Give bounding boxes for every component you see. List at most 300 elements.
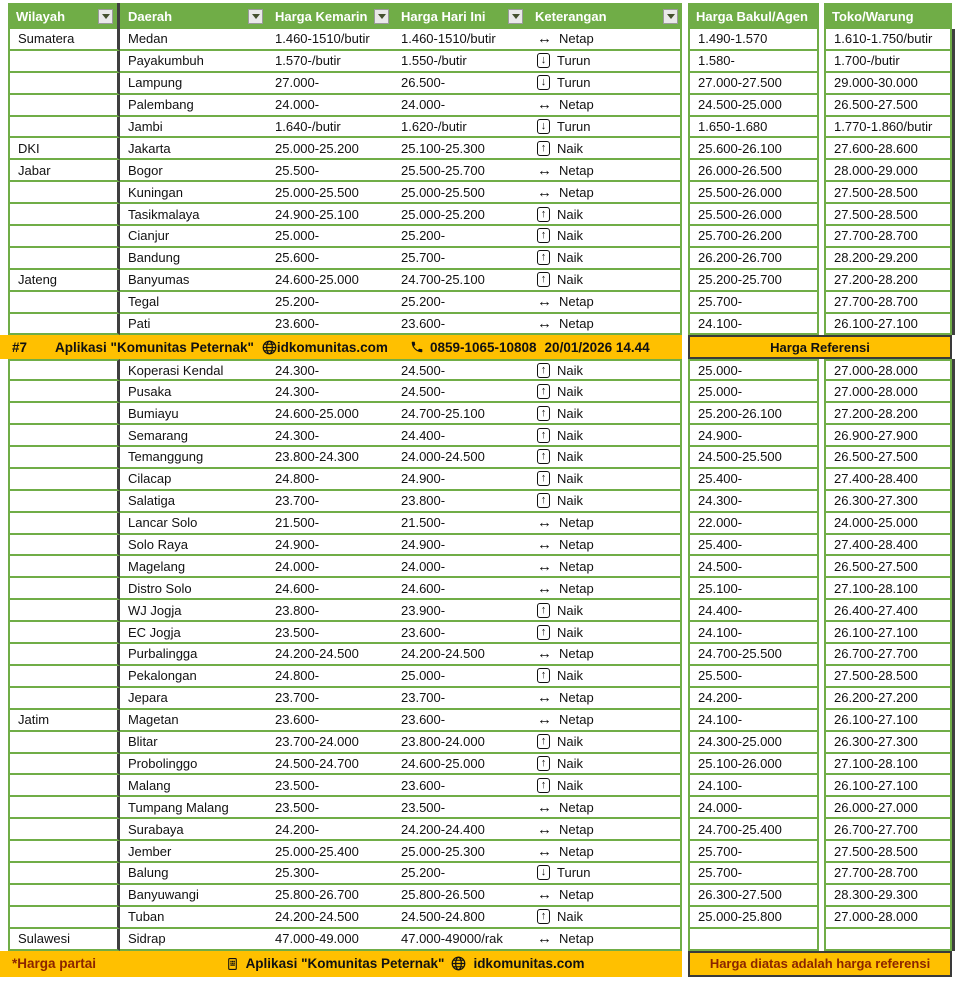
harga-bakul-agen-cell[interactable] [688,292,819,314]
toko-warung-cell[interactable] [824,381,952,403]
harga-kemarin-cell[interactable] [267,841,393,863]
keterangan-cell[interactable] [527,841,682,863]
daerah-cell[interactable] [120,425,267,447]
toko-warung-cell[interactable] [824,314,952,336]
daerah-cell[interactable] [120,469,267,491]
harga-kemarin-cell[interactable] [267,425,393,447]
harga-hari-ini-cell[interactable] [393,513,527,535]
harga-bakul-agen-cell[interactable] [688,535,819,557]
toko-warung-cell[interactable] [824,73,952,95]
keterangan-cell[interactable] [527,666,682,688]
filter-button[interactable] [374,9,389,24]
harga-bakul-agen-cell[interactable] [688,403,819,425]
wilayah-cell[interactable] [8,381,120,403]
harga-hari-ini-cell[interactable] [393,292,527,314]
keterangan-cell[interactable] [527,513,682,535]
harga-bakul-agen-cell[interactable] [688,226,819,248]
harga-bakul-agen-cell[interactable] [688,754,819,776]
daerah-cell[interactable] [120,863,267,885]
harga-kemarin-cell[interactable] [267,775,393,797]
harga-kemarin-cell[interactable] [267,688,393,710]
daerah-cell[interactable] [120,600,267,622]
keterangan-cell[interactable] [527,688,682,710]
harga-kemarin-cell[interactable] [267,447,393,469]
daerah-cell[interactable] [120,732,267,754]
keterangan-cell[interactable] [527,73,682,95]
wilayah-cell[interactable] [8,907,120,929]
daerah-cell[interactable] [120,819,267,841]
harga-bakul-agen-cell[interactable] [688,491,819,513]
wilayah-cell[interactable] [8,600,120,622]
harga-kemarin-cell[interactable] [267,182,393,204]
toko-warung-cell[interactable] [824,578,952,600]
harga-hari-ini-cell[interactable] [393,447,527,469]
daerah-cell[interactable] [120,885,267,907]
daerah-cell[interactable] [120,29,267,51]
keterangan-cell[interactable] [527,425,682,447]
harga-hari-ini-cell[interactable] [393,491,527,513]
toko-warung-cell[interactable] [824,160,952,182]
harga-bakul-agen-cell[interactable] [688,204,819,226]
harga-bakul-agen-cell[interactable] [688,556,819,578]
harga-kemarin-cell[interactable] [267,556,393,578]
harga-bakul-agen-cell[interactable] [688,73,819,95]
wilayah-cell[interactable] [8,819,120,841]
harga-hari-ini-cell[interactable] [393,117,527,139]
daerah-cell[interactable] [120,403,267,425]
harga-bakul-agen-cell[interactable] [688,688,819,710]
wilayah-cell[interactable] [8,447,120,469]
toko-warung-cell[interactable] [824,403,952,425]
harga-hari-ini-cell[interactable] [393,775,527,797]
harga-kemarin-cell[interactable] [267,797,393,819]
arrow-up-icon: ↑ [537,207,550,222]
daerah-cell[interactable] [120,182,267,204]
harga-kemarin-cell[interactable] [267,403,393,425]
toko-warung-cell[interactable] [824,622,952,644]
daerah-cell[interactable] [120,775,267,797]
arrow-up-icon: ↑ [537,250,550,265]
harga-kemarin-cell[interactable] [267,754,393,776]
wilayah-cell[interactable] [8,535,120,557]
keterangan-cell[interactable] [527,182,682,204]
keterangan-cell[interactable] [527,29,682,51]
daerah-cell[interactable] [120,754,267,776]
wilayah-cell[interactable] [8,556,120,578]
wilayah-cell[interactable] [8,204,120,226]
toko-warung-cell[interactable] [824,226,952,248]
keterangan-cell[interactable] [527,292,682,314]
harga-hari-ini-cell[interactable] [393,556,527,578]
harga-bakul-agen-cell[interactable] [688,425,819,447]
daerah-cell[interactable] [120,292,267,314]
harga-kemarin-cell[interactable] [267,513,393,535]
table-rows-bottom [8,359,955,950]
keterangan-cell[interactable] [527,138,682,160]
daerah-cell[interactable] [120,513,267,535]
harga-bakul-agen-cell[interactable] [688,732,819,754]
harga-hari-ini-cell[interactable] [393,688,527,710]
harga-bakul-agen-cell[interactable] [688,819,819,841]
toko-warung-cell[interactable] [824,138,952,160]
harga-hari-ini-cell[interactable] [393,381,527,403]
wilayah-cell[interactable] [8,314,120,336]
harga-kemarin-cell[interactable] [267,51,393,73]
harga-kemarin-cell[interactable] [267,666,393,688]
harga-hari-ini-cell[interactable] [393,469,527,491]
wilayah-cell[interactable] [8,51,120,73]
keterangan-cell[interactable] [527,314,682,336]
filter-button[interactable] [248,9,263,24]
toko-warung-cell[interactable] [824,907,952,929]
daerah-cell[interactable] [120,117,267,139]
daerah-cell[interactable] [120,138,267,160]
toko-warung-cell[interactable] [824,469,952,491]
harga-bakul-agen-cell[interactable] [688,51,819,73]
daerah-cell[interactable] [120,688,267,710]
harga-hari-ini-cell[interactable] [393,666,527,688]
harga-hari-ini-cell[interactable] [393,359,527,381]
harga-bakul-agen-cell[interactable] [688,841,819,863]
toko-warung-cell[interactable] [824,248,952,270]
harga-bakul-agen-cell[interactable] [688,797,819,819]
harga-bakul-agen-cell[interactable] [688,622,819,644]
keterangan-cell[interactable] [527,51,682,73]
harga-hari-ini-cell[interactable] [393,841,527,863]
harga-bakul-agen-cell[interactable] [688,578,819,600]
toko-warung-cell[interactable] [824,491,952,513]
toko-warung-cell[interactable] [824,929,952,951]
daerah-cell[interactable] [120,226,267,248]
harga-hari-ini-cell[interactable] [393,754,527,776]
harga-bakul-agen-cell[interactable] [688,666,819,688]
wilayah-cell[interactable] [8,513,120,535]
harga-hari-ini-cell[interactable] [393,907,527,929]
wilayah-cell[interactable] [8,403,120,425]
wilayah-cell[interactable] [8,160,120,182]
keterangan-cell[interactable] [527,885,682,907]
daerah-cell[interactable] [120,556,267,578]
wilayah-cell[interactable] [8,248,120,270]
harga-hari-ini-cell[interactable] [393,819,527,841]
keterangan-cell[interactable] [527,754,682,776]
keterangan-cell[interactable] [527,204,682,226]
harga-hari-ini-cell[interactable] [393,160,527,182]
wilayah-cell[interactable] [8,73,120,95]
wilayah-cell[interactable] [8,688,120,710]
keterangan-cell[interactable] [527,775,682,797]
filter-button[interactable] [98,9,113,24]
wilayah-cell[interactable] [8,95,120,117]
toko-warung-cell[interactable] [824,666,952,688]
keterangan-cell[interactable] [527,863,682,885]
daerah-cell[interactable] [120,314,267,336]
harga-hari-ini-cell[interactable] [393,863,527,885]
toko-warung-cell[interactable] [824,51,952,73]
harga-hari-ini-cell[interactable] [393,885,527,907]
wilayah-cell[interactable] [8,138,120,160]
toko-warung-cell[interactable] [824,447,952,469]
harga-kemarin-cell[interactable] [267,248,393,270]
harga-kemarin-cell[interactable] [267,469,393,491]
harga-kemarin-cell-value: 23.500- [275,777,320,793]
wilayah-cell[interactable] [8,863,120,885]
keterangan-cell[interactable] [527,907,682,929]
harga-hari-ini-cell[interactable] [393,622,527,644]
harga-kemarin-cell[interactable] [267,863,393,885]
harga-kemarin-cell[interactable] [267,535,393,557]
toko-warung-cell[interactable] [824,710,952,732]
daerah-cell[interactable] [120,73,267,95]
keterangan-cell[interactable] [527,491,682,513]
toko-warung-cell[interactable] [824,819,952,841]
harga-kemarin-cell[interactable] [267,73,393,95]
harga-bakul-agen-cell[interactable] [688,929,819,951]
harga-hari-ini-cell[interactable] [393,95,527,117]
harga-hari-ini-cell[interactable] [393,204,527,226]
toko-warung-cell[interactable] [824,29,952,51]
keterangan-cell[interactable] [527,226,682,248]
harga-kemarin-cell[interactable] [267,359,393,381]
daerah-cell[interactable] [120,841,267,863]
harga-hari-ini-cell[interactable] [393,425,527,447]
toko-warung-cell[interactable] [824,535,952,557]
harga-kemarin-cell[interactable] [267,160,393,182]
wilayah-cell[interactable] [8,885,120,907]
harga-kemarin-cell[interactable] [267,314,393,336]
harga-kemarin-cell[interactable] [267,622,393,644]
toko-warung-cell[interactable] [824,95,952,117]
harga-hari-ini-cell[interactable] [393,248,527,270]
harga-kemarin-cell[interactable] [267,710,393,732]
harga-bakul-agen-cell[interactable] [688,381,819,403]
daerah-cell[interactable] [120,95,267,117]
daerah-cell[interactable] [120,929,267,951]
harga-kemarin-cell[interactable] [267,292,393,314]
toko-warung-cell[interactable] [824,270,952,292]
wilayah-cell[interactable] [8,666,120,688]
toko-warung-cell[interactable] [824,182,952,204]
filter-button[interactable] [663,9,678,24]
harga-bakul-agen-cell[interactable] [688,907,819,929]
harga-hari-ini-cell[interactable] [393,138,527,160]
keterangan-cell[interactable] [527,556,682,578]
harga-kemarin-cell[interactable] [267,644,393,666]
harga-kemarin-cell[interactable] [267,381,393,403]
harga-kemarin-cell[interactable] [267,732,393,754]
wilayah-cell[interactable] [8,117,120,139]
daerah-cell[interactable] [120,491,267,513]
toko-warung-cell[interactable] [824,841,952,863]
toko-warung-cell[interactable] [824,359,952,381]
daerah-cell[interactable] [120,578,267,600]
wilayah-cell[interactable] [8,578,120,600]
keterangan-cell[interactable] [527,117,682,139]
harga-bakul-agen-cell[interactable] [688,600,819,622]
keterangan-cell[interactable] [527,160,682,182]
wilayah-cell[interactable] [8,292,120,314]
daerah-cell[interactable] [120,644,267,666]
harga-kemarin-cell[interactable] [267,819,393,841]
harga-hari-ini-cell[interactable] [393,600,527,622]
harga-kemarin-cell[interactable] [267,491,393,513]
toko-warung-cell[interactable] [824,885,952,907]
keterangan-cell[interactable] [527,710,682,732]
toko-warung-cell-value: 26.300-27.300 [834,734,918,750]
harga-kemarin-cell[interactable] [267,117,393,139]
daerah-cell[interactable] [120,622,267,644]
harga-hari-ini-cell[interactable] [393,314,527,336]
harga-bakul-agen-cell[interactable] [688,644,819,666]
harga-kemarin-cell[interactable] [267,95,393,117]
toko-warung-cell[interactable] [824,425,952,447]
wilayah-cell[interactable] [8,929,120,951]
wilayah-cell[interactable] [8,491,120,513]
harga-hari-ini-cell[interactable] [393,644,527,666]
harga-hari-ini-cell[interactable] [393,182,527,204]
wilayah-cell[interactable] [8,797,120,819]
keterangan-cell[interactable] [527,644,682,666]
harga-bakul-agen-cell[interactable] [688,182,819,204]
wilayah-cell[interactable] [8,270,120,292]
daerah-cell[interactable] [120,204,267,226]
toko-warung-cell[interactable] [824,117,952,139]
keterangan-cell[interactable] [527,929,682,951]
toko-warung-cell[interactable] [824,754,952,776]
harga-bakul-agen-cell[interactable] [688,447,819,469]
harga-bakul-agen-cell[interactable] [688,775,819,797]
toko-warung-cell[interactable] [824,863,952,885]
harga-bakul-agen-cell[interactable] [688,359,819,381]
harga-kemarin-cell[interactable] [267,578,393,600]
daerah-cell[interactable] [120,907,267,929]
harga-bakul-agen-cell[interactable] [688,160,819,182]
keterangan-cell[interactable] [527,248,682,270]
harga-kemarin-cell[interactable] [267,226,393,248]
keterangan-cell[interactable] [527,95,682,117]
wilayah-cell[interactable] [8,732,120,754]
harga-hari-ini-cell[interactable] [393,226,527,248]
harga-bakul-agen-cell[interactable] [688,513,819,535]
harga-bakul-agen-cell[interactable] [688,95,819,117]
harga-kemarin-cell[interactable] [267,907,393,929]
toko-warung-cell[interactable] [824,644,952,666]
harga-bakul-agen-cell[interactable] [688,138,819,160]
harga-bakul-agen-cell[interactable] [688,314,819,336]
filter-button[interactable] [508,9,523,24]
daerah-cell[interactable] [120,535,267,557]
wilayah-cell[interactable] [8,754,120,776]
daerah-cell[interactable] [120,666,267,688]
keterangan-cell[interactable] [527,270,682,292]
daerah-cell[interactable] [120,447,267,469]
harga-kemarin-cell[interactable] [267,204,393,226]
wilayah-cell[interactable] [8,359,120,381]
wilayah-cell[interactable] [8,29,120,51]
wilayah-cell[interactable] [8,226,120,248]
keterangan-cell[interactable] [527,819,682,841]
harga-bakul-agen-cell[interactable] [688,710,819,732]
harga-kemarin-cell[interactable] [267,600,393,622]
keterangan-cell[interactable] [527,600,682,622]
daerah-cell[interactable] [120,359,267,381]
harga-bakul-agen-cell[interactable] [688,885,819,907]
harga-kemarin-cell[interactable] [267,929,393,951]
keterangan-cell[interactable] [527,797,682,819]
wilayah-cell[interactable] [8,425,120,447]
harga-kemarin-cell[interactable] [267,138,393,160]
harga-hari-ini-cell[interactable] [393,797,527,819]
harga-bakul-agen-cell[interactable] [688,863,819,885]
daerah-cell[interactable] [120,248,267,270]
toko-warung-cell[interactable] [824,600,952,622]
harga-kemarin-cell[interactable] [267,29,393,51]
daerah-cell[interactable] [120,160,267,182]
toko-warung-cell-value: 27.200-28.200 [834,405,918,421]
harga-hari-ini-cell[interactable] [393,710,527,732]
daerah-cell[interactable] [120,381,267,403]
wilayah-cell[interactable] [8,710,120,732]
harga-hari-ini-cell[interactable] [393,732,527,754]
harga-bakul-agen-cell[interactable] [688,29,819,51]
harga-bakul-agen-cell[interactable] [688,117,819,139]
daerah-cell[interactable] [120,710,267,732]
wilayah-cell[interactable] [8,622,120,644]
harga-hari-ini-cell[interactable] [393,51,527,73]
harga-bakul-agen-cell[interactable] [688,248,819,270]
daerah-cell-value: Cilacap [128,471,172,487]
wilayah-cell[interactable] [8,644,120,666]
daerah-cell[interactable] [120,270,267,292]
keterangan-cell[interactable] [527,535,682,557]
harga-hari-ini-cell[interactable] [393,73,527,95]
toko-warung-cell[interactable] [824,204,952,226]
toko-warung-cell[interactable] [824,797,952,819]
harga-bakul-agen-cell[interactable] [688,270,819,292]
harga-kemarin-cell[interactable] [267,885,393,907]
keterangan-cell[interactable] [527,381,682,403]
harga-kemarin-cell[interactable] [267,270,393,292]
harga-hari-ini-cell[interactable] [393,270,527,292]
toko-warung-cell[interactable] [824,292,952,314]
toko-warung-cell[interactable] [824,775,952,797]
toko-warung-cell[interactable] [824,732,952,754]
keterangan-cell[interactable] [527,622,682,644]
arrow-up-icon: ↑ [537,449,550,464]
keterangan-cell[interactable] [527,732,682,754]
harga-hari-ini-cell[interactable] [393,535,527,557]
harga-bakul-agen-cell[interactable] [688,469,819,491]
daerah-cell[interactable] [120,51,267,73]
keterangan-cell[interactable] [527,578,682,600]
keterangan-cell[interactable] [527,469,682,491]
harga-hari-ini-cell[interactable] [393,578,527,600]
wilayah-cell[interactable] [8,841,120,863]
keterangan-cell[interactable] [527,447,682,469]
toko-warung-cell[interactable] [824,556,952,578]
wilayah-cell[interactable] [8,775,120,797]
wilayah-cell[interactable] [8,469,120,491]
harga-hari-ini-cell[interactable] [393,929,527,951]
toko-warung-cell[interactable] [824,513,952,535]
keterangan-cell[interactable] [527,359,682,381]
harga-hari-ini-cell[interactable] [393,403,527,425]
keterangan-cell[interactable] [527,403,682,425]
toko-warung-cell[interactable] [824,688,952,710]
daerah-cell[interactable] [120,797,267,819]
harga-hari-ini-cell[interactable] [393,29,527,51]
wilayah-cell[interactable] [8,182,120,204]
